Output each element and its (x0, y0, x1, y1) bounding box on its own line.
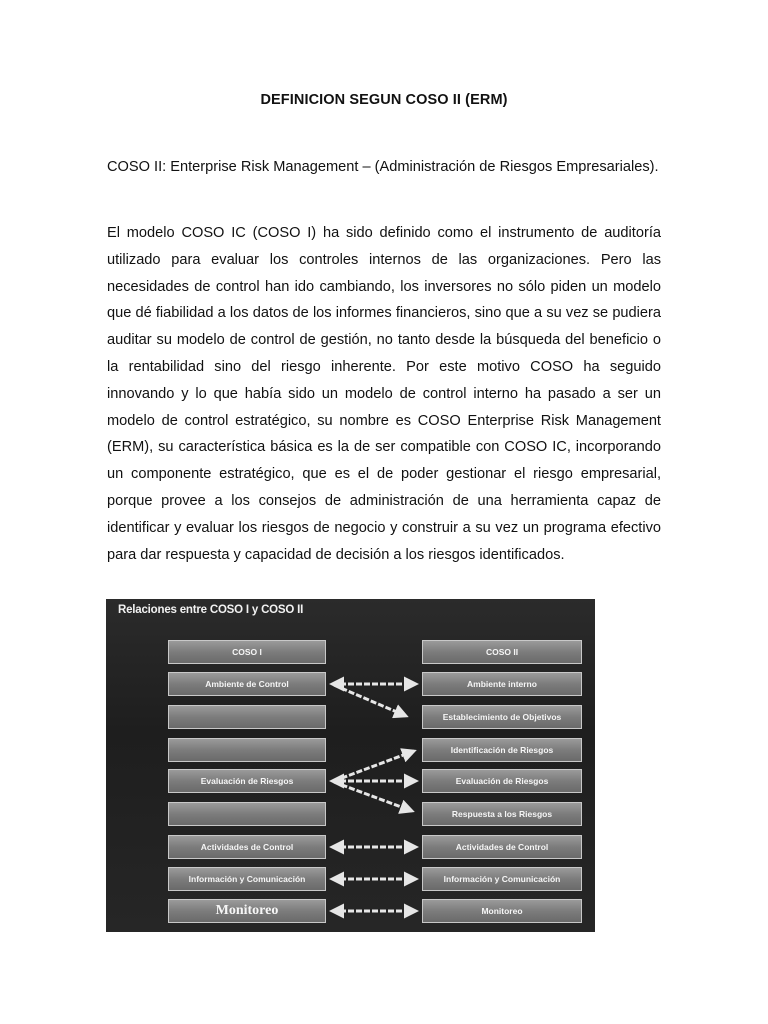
coso1-item-ambiente-control: Ambiente de Control (168, 672, 326, 696)
coso2-item-establecimiento-objetivos: Establecimiento de Objetivos (422, 705, 582, 729)
connector-arrows (106, 599, 595, 932)
coso2-header: COSO II (422, 640, 582, 664)
coso1-item-informacion-comunicacion: Información y Comunicación (168, 867, 326, 891)
diagram-title: Relaciones entre COSO I y COSO II (118, 604, 304, 616)
coso2-item-monitoreo: Monitoreo (422, 899, 582, 923)
intro-paragraph: COSO II: Enterprise Risk Management – (Administración de Riesgos Empresariales). (107, 159, 659, 175)
coso2-item-evaluacion-riesgos: Evaluación de Riesgos (422, 769, 582, 793)
coso1-header: COSO I (168, 640, 326, 664)
coso2-item-informacion-comunicacion: Información y Comunicación (422, 867, 582, 891)
body-paragraph: El modelo COSO IC (COSO I) ha sido definido como el instrumento de auditoría utilizado para evaluar los controles internos de las organizaciones. Pero las necesidades de control han ido cambiando, los inversores no sólo piden un modelo que dé fiabilidad a los datos de los informes financieros, sino que a su vez se pudiera auditar su modelo de control de gestión, no tanto desde la búsqueda del beneficio o la rentabilidad sino del riesgo inherente. Por este motivo COSO ha seguido innovando y lo que había sido un modelo de control interno ha pasado a ser un modelo de control estratégico, su nombre es COSO Enterprise Risk Management (ERM), su característica básica es la de ser compatible con COSO IC, incorporando un componente estratégico, que es el de poder gestionar el riesgo empresarial, porque provee a los consejos de administración de una herramienta capaz de identificar y evaluar los riesgos de negocio y construir a su vez un programa efectivo para dar respuesta y capacidad de decisión a los riesgos identificados. (107, 225, 661, 563)
coso1-item-evaluacion-riesgos: Evaluación de Riesgos (168, 769, 326, 793)
coso2-item-identificacion-riesgos: Identificación de Riesgos (422, 738, 582, 762)
coso2-item-respuesta-riesgos: Respuesta a los Riesgos (422, 802, 582, 826)
arrow-identificacion (334, 751, 414, 781)
arrow-respuesta (334, 782, 412, 811)
coso2-item-ambiente-interno: Ambiente interno (422, 672, 582, 696)
coso2-item-actividades-control: Actividades de Control (422, 835, 582, 859)
page-title: DEFINICION SEGUN COSO II (ERM) (260, 92, 508, 108)
arrow-objetivos (334, 685, 406, 716)
coso1-item-monitoreo: Monitoreo (168, 899, 326, 923)
coso1-item-actividades-control: Actividades de Control (168, 835, 326, 859)
coso-relations-diagram (106, 599, 595, 932)
